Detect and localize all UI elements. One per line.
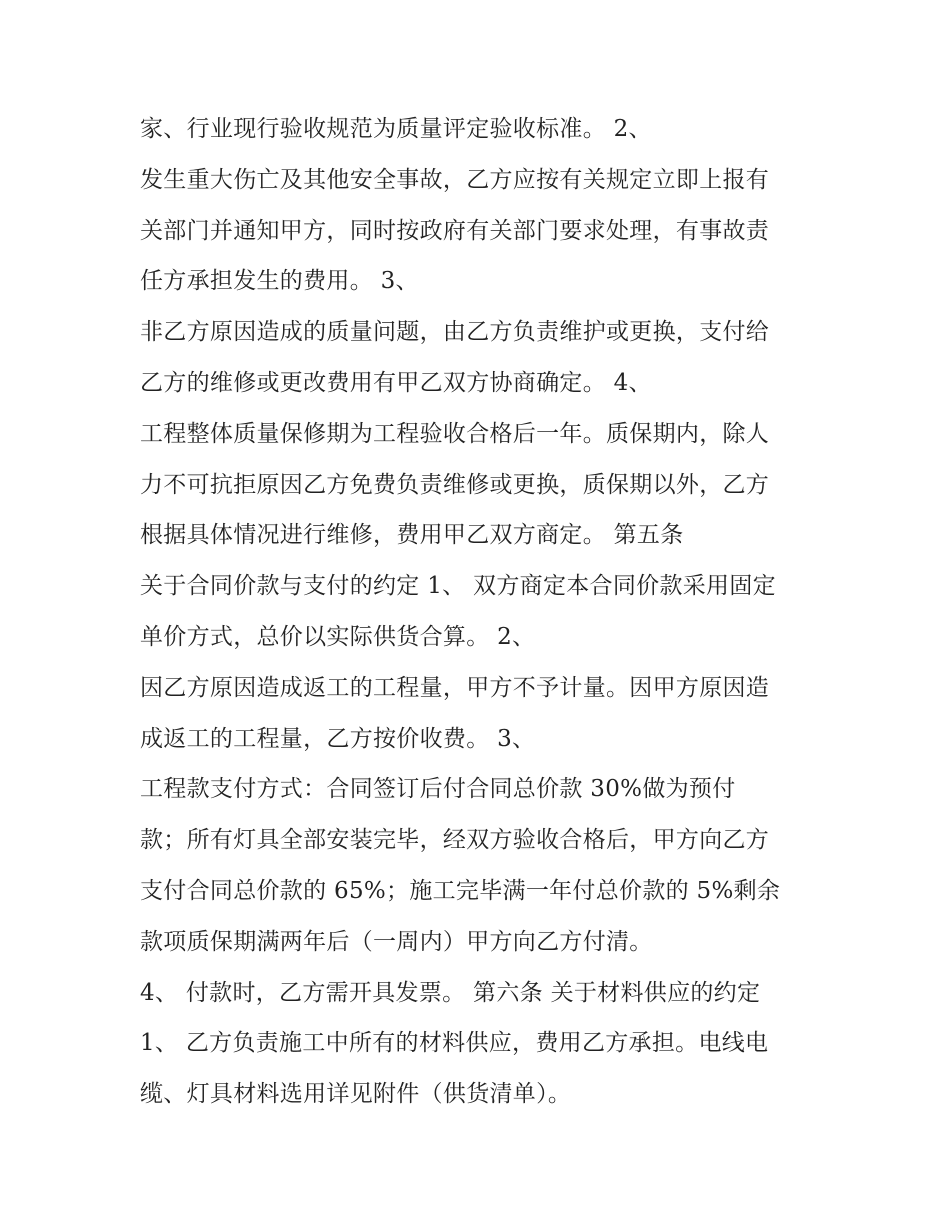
text-line: 款；所有灯具全部安装完毕，经双方验收合格后，甲方向乙方 [140,827,770,854]
text-line: 缆、灯具材料选用详见附件（供货清单）。 [140,1081,572,1108]
text-line: 任方承担发生的费用。 3、 [140,268,419,295]
text-line: 力不可抗拒原因乙方免费负责维修或更换，质保期以外，乙方 [140,471,770,498]
text-line: 关于合同价款与支付的约定 1、 双方商定本合同价款采用固定 [140,573,776,600]
text-line: 成返工的工程量，乙方按价收费。 3、 [140,725,536,752]
text-line: 单价方式，总价以实际供货合算。 2、 [140,623,536,650]
text-line: 支付合同总价款的 65%；施工完毕满一年付总价款的 5%剩余 [140,877,781,904]
text-line: 工程款支付方式：合同签订后付合同总价款 30%做为预付 [140,776,736,803]
text-line: 款项质保期满两年后（一周内）甲方向乙方付清。 [140,928,653,955]
text-line: 发生重大伤亡及其他安全事故，乙方应按有关规定立即上报有 [140,166,770,193]
text-line: 关部门并通知甲方，同时按政府有关部门要求处理，有事故责 [140,217,770,244]
text-line: 家、行业现行验收规范为质量评定验收标准。 2、 [140,116,652,142]
text-line: 乙方的维修或更改费用有甲乙双方协商确定。 4、 [140,369,652,396]
text-line: 根据具体情况进行维修，费用甲乙双方商定。 第五条 [140,522,684,549]
text-line: 因乙方原因造成返工的工程量，甲方不予计量。因甲方原因造 [140,674,770,701]
text-line: 非乙方原因造成的质量问题，由乙方负责维护或更换，支付给 [140,319,770,346]
text-line: 4、 付款时，乙方需开具发票。 第六条 关于材料供应的约定 [140,979,761,1006]
text-line: 1、 乙方负责施工中所有的材料供应，费用乙方承担。电线电 [140,1030,769,1057]
text-line: 工程整体质量保修期为工程验收合格后一年。质保期内，除人 [140,420,770,447]
contract-text-body [140,104,830,1120]
